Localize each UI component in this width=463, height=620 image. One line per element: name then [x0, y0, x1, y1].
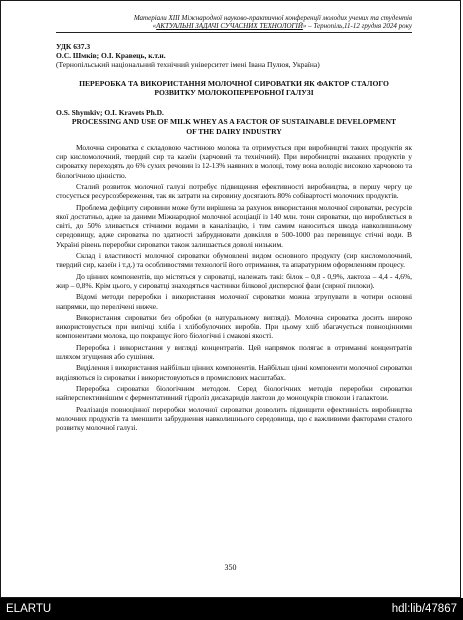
footer-handle-link[interactable]: hdl:lib/47867: [391, 603, 457, 615]
article-body: [56, 143, 412, 433]
body-paragraph: Молочна сироватка є складовою частиною молока та отримується при виробництві таких продуктів як сир кисломолочний, твердий сир та казеїн (харчовий та технічний). При виробництві вказаних продуктів у сироватку переходять до 6% сухих речовин із 12-13% наявних в молоці, тому вона володіє високою харчовою та біологічною цінністю.: [56, 142, 412, 180]
authors-ukrainian: О.С. Шмків; О.І. Кравець, к.т.н.: [56, 51, 166, 61]
body-paragraph: Сталий розвиток молочної галузі потребує підвищення ефективності виробництва, в першу чергу це стосується ресурсозбереження, так як затрати на сировину досягають 80% собівартості молочних продуктів.: [56, 182, 412, 201]
body-paragraph: До цінних компонентів, що містяться у сироватці, належать такі: білок – 0,8 - 0,9%, лактоза – 4,4 - 4,6%, жир – 0,8%. Крім цього, у сироватці знаходяться частинки білкової дисперсної фази (сирної пилоки).: [56, 271, 412, 290]
title-ukrainian: ПЕРЕРОБКА ТА ВИКОРИСТАННЯ МОЛОЧНОЇ СИРОВАТКИ ЯК ФАКТОР СТАЛОГО РОЗВИТКУ МОЛОКОПЕРЕРОБНОЇ ГАЛУЗІ: [79, 78, 389, 97]
footer-repository-label: ELARTU: [6, 603, 52, 615]
body-paragraph: Склад і властивості молочної сироватки обумовлені видом основного продукту (сир кисломолочний, твердий сир, казеїн і т.д.) та особливостями технології його отримання, та апаратурним оформленням процесу.: [56, 251, 412, 270]
body-paragraph: Реалізація повноцінної переробки молочної сироватки дозволить підвищити ефективність виробництва молочних продуктів та зменшити забруднення навколишнього середовища, що є важливими факторами сталого розвитку молочної галузі.: [56, 404, 412, 433]
conference-header-line1: Матеріали XIII Міжнародної науково-практичної конференції молодих учених та студентів: [133, 14, 412, 22]
document-page: [56, 14, 412, 434]
conference-header-line2: «АКТУАЛЬНІ ЗАДАЧІ СУЧАСНИХ ТЕХНОЛОГІЙ» – Тернопіль,11-12 грудня 2024 року: [152, 22, 412, 31]
body-paragraph: Відомі методи переробки і використання молочної сироватки можна згрупувати в чотири основні напрямки, що перелічені нижче.: [56, 292, 412, 311]
page-number: 350: [224, 563, 237, 572]
footer-bar: [0, 598, 463, 620]
title-english: PROCESSING AND USE OF MILK WHEY AS A FACTOR OF SUSTAINABLE DEVELOPMENT OF THE DAIRY INDUSTRY: [71, 117, 397, 136]
affiliation: (Тернопільський національний технічний університет імені Івана Пулюя, Україна): [56, 60, 320, 70]
body-paragraph: Виділення і використання найбільш цінних компонентів. Найбільш цінні компоненти молочної сироватки виділяються із сироватки і використовуються в промислових масштабах.: [56, 363, 412, 382]
body-paragraph: Переробка сироватки біологічним методом. Серед біологічних методів переробки сироватки найперспективнішим є ферментативний гідроліз дисахаридів лактози до моноцукрів глюкози і галактози.: [56, 383, 412, 403]
authors-english: O.S. Shymkiv; O.I. Kravets Ph.D.: [56, 108, 164, 118]
body-paragraph: Використання сироватки без обробки (в натуральному вигляді). Молочна сироватка досить широко використовується при випічці хліба і хлібобулочних виробів. При цьому хліб збагачується повноцінними компонентами молока, що покращує його біологічні і смакові якості.: [56, 312, 412, 341]
udk-code: УДК 637.3: [56, 41, 91, 51]
conference-title: АКТУАЛЬНІ ЗАДАЧІ СУЧАСНИХ ТЕХНОЛОГІЙ: [156, 22, 303, 31]
body-paragraph: Проблема дефіциту сировини може бути вирішена за рахунок використання молочної сироватки, ресурсів якої достатньо, адже за даними Міжнародної молочної асоціації із 140 млн. тонн сироватки, що виробляється в світі, до 50% зливається стічними водами в каналізацію, і тим самим наноситься шкода навколишньому середовищу, адже сироватка по здатності забруднювати довкілля в 500-1000 раз перевищує стічні води. В Україні рівень переробки сироватки також залишається доволі низьким.: [56, 202, 412, 249]
conference-header: [56, 14, 412, 33]
body-paragraph: Переробка і використання у вигляді концентратів. Цей напрямок полягає в отриманні концентратів шляхом згущення або сушіння.: [56, 342, 412, 362]
